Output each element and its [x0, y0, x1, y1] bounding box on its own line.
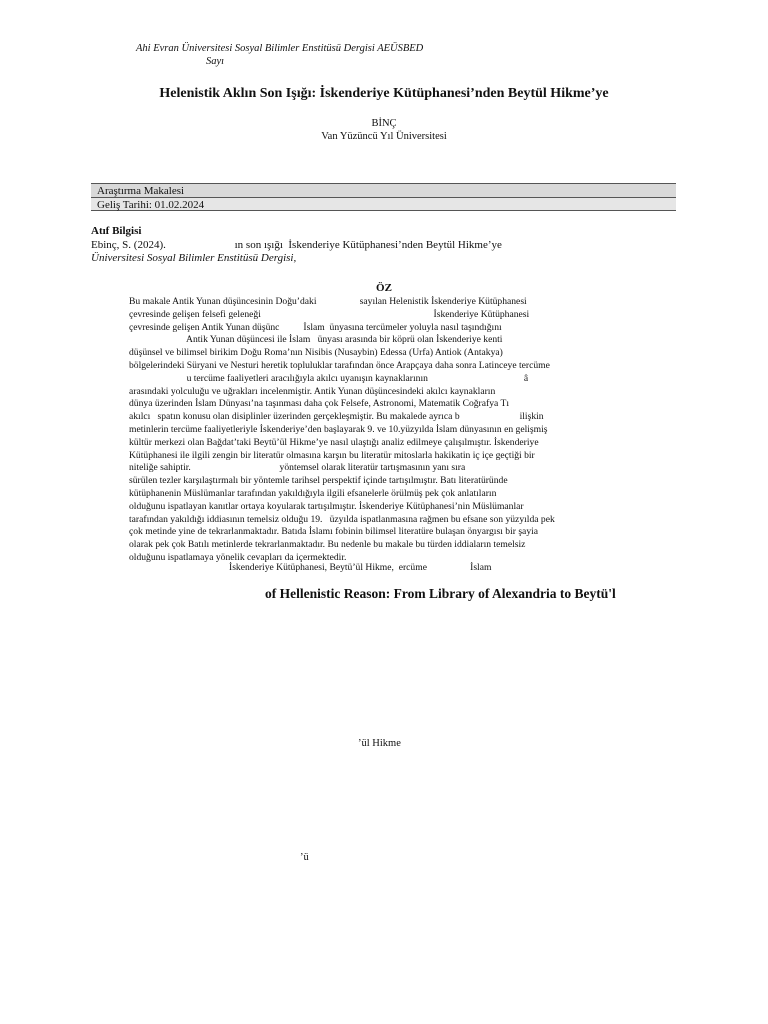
abstract-line: metinlerin tercüme faaliyetleriyle İskenderiye’den başlayarak 9. ve 10.yüzyılda İslam dünyasının en gelişmiş — [129, 423, 548, 435]
abstract-line: u tercüme faaliyetleri aracılığıyla akılcı uyanışın kaynaklarının â — [129, 372, 529, 384]
citation-journal: Üniversitesi Sosyal Bilimler Enstitüsü Dergisi, — [91, 252, 297, 264]
abstract-line: akılcı spatın konusu olan disiplinler üzerinden gerçekleşmiştir. Bu makalede ayrıca b ilişkin — [129, 411, 544, 423]
abstract-line: olduğunu ispatlayan kanıtlar ortaya koyularak tartışılmıştır. İskenderiye Kütüphanesi’nin Müslümanlar — [129, 500, 524, 512]
abstract-line: bölgelerindeki Süryani ve Nesturi heretik topluluklar tarafından önce Arapçaya daha sonra Latinceye tercüme — [129, 359, 550, 371]
text-fragment: ’ül Hikme — [358, 738, 401, 749]
citation-heading: Atıf Bilgisi — [91, 225, 142, 237]
abstract-line: kütüphanenin Müslümanlar tarafından yakıldığıyla ilgili efsanelerle örülmüş pek çok anlatıların — [129, 487, 497, 499]
issue-label: Sayı — [206, 56, 225, 67]
text-fragment: ’ü — [300, 852, 309, 863]
abstract-line: Kütüphanesi ile ilgili zengin bir literatür olmasına karşın bu literatür mitoslarla hakikatin iç içe geçtiği bir — [129, 449, 535, 461]
english-title: of Hellenistic Reason: From Library of Alexandria to Beytü'l — [265, 586, 616, 601]
abstract-line: dünya üzerinden İslam Dünyası’na taşınması daha çok Felsefe, Astronomi, Matematik Coğrafya Tı — [129, 398, 510, 410]
author-name: BİNÇ — [371, 118, 397, 129]
abstract-line: kültür merkezi olan Bağdat’taki Beytü’ül Hikme’ye nasıl ulaştığı analiz edilmeye çalışılmıştır. İskenderiye — [129, 436, 539, 448]
abstract-line: niteliğe sahiptir. yöntemsel olarak literatür tartışmasının yanı sıra — [129, 462, 466, 474]
keywords: İskenderiye Kütüphanesi, Beytü’ül Hikme, ercüme İslam — [229, 562, 492, 573]
abstract-line: tarafından yakıldığı iddiasının temelsiz olduğu 19. üzyılda ispatlanmasına rağmen bu efsane son yüzyılda pek — [129, 513, 555, 525]
abstract-line: sürülen tezler karşılaştırmalı bir yöntemle tarihsel perspektif içinde tartışılmıştır. Batı literatüründe — [129, 475, 508, 487]
citation-line: Ebinç, S. (2024). ın son ışığı İskenderiye Kütüphanesi’nden Beytül Hikme’ye — [91, 239, 502, 251]
abstract-line: olduğunu ispatlamaya yönelik cevapları da içermektedir. — [129, 551, 347, 563]
abstract-body — [129, 296, 641, 565]
abstract-line: arasındaki yolculuğu ve uğrakları incelenmiştir. Antik Yunan düşüncesindeki akılcı kaynakların — [129, 385, 496, 397]
abstract-line: Bu makale Antik Yunan düşüncesinin Doğu’daki sayılan Helenistik İskenderiye Kütüphanesi — [129, 296, 527, 307]
abstract-heading: ÖZ — [376, 282, 392, 294]
article-type-bar — [91, 183, 676, 197]
journal-name: Ahi Evran Üniversitesi Sosyal Bilimler Enstitüsü Dergisi AEÜSBED — [136, 43, 424, 54]
abstract-line: düşünsel ve bilimsel birikim Doğu Roma’nın Nisibis (Nusaybin) Edessa (Urfa) Antiok (Antakya) — [129, 347, 503, 359]
received-date: Geliş Tarihi: 01.02.2024 — [97, 199, 205, 211]
abstract-line: çok metinde yine de tekrarlanmaktadır. Batıda İslamı fobinin bilimsel literatüre bulaşan önyargısı bir şayia — [129, 526, 539, 538]
author-affiliation: Van Yüzüncü Yıl Üniversitesi — [321, 131, 447, 142]
article-title: Helenistik Aklın Son Işığı: İskenderiye Kütüphanesi’nden Beytül Hikme’ye — [159, 86, 609, 101]
abstract-line: Antik Yunan düşüncesi ile İslam ünyası arasında bir köprü olan İskenderiye kenti — [129, 334, 503, 346]
received-date-bar — [91, 197, 676, 211]
abstract-line: çevresinde gelişen felsefi geleneği İskenderiye Kütüphanesi — [129, 308, 530, 320]
article-type: Araştırma Makalesi — [97, 185, 185, 197]
abstract-line: çevresinde gelişen Antik Yunan düşünc İslam ünyasına tercümeler yoluyla nasıl taşındığını — [129, 321, 502, 333]
abstract-line: olarak pek çok Batılı metinlerde tekrarlanmaktadır. Bu nedenle bu makale bu türden iddiaların temelsiz — [129, 539, 526, 551]
